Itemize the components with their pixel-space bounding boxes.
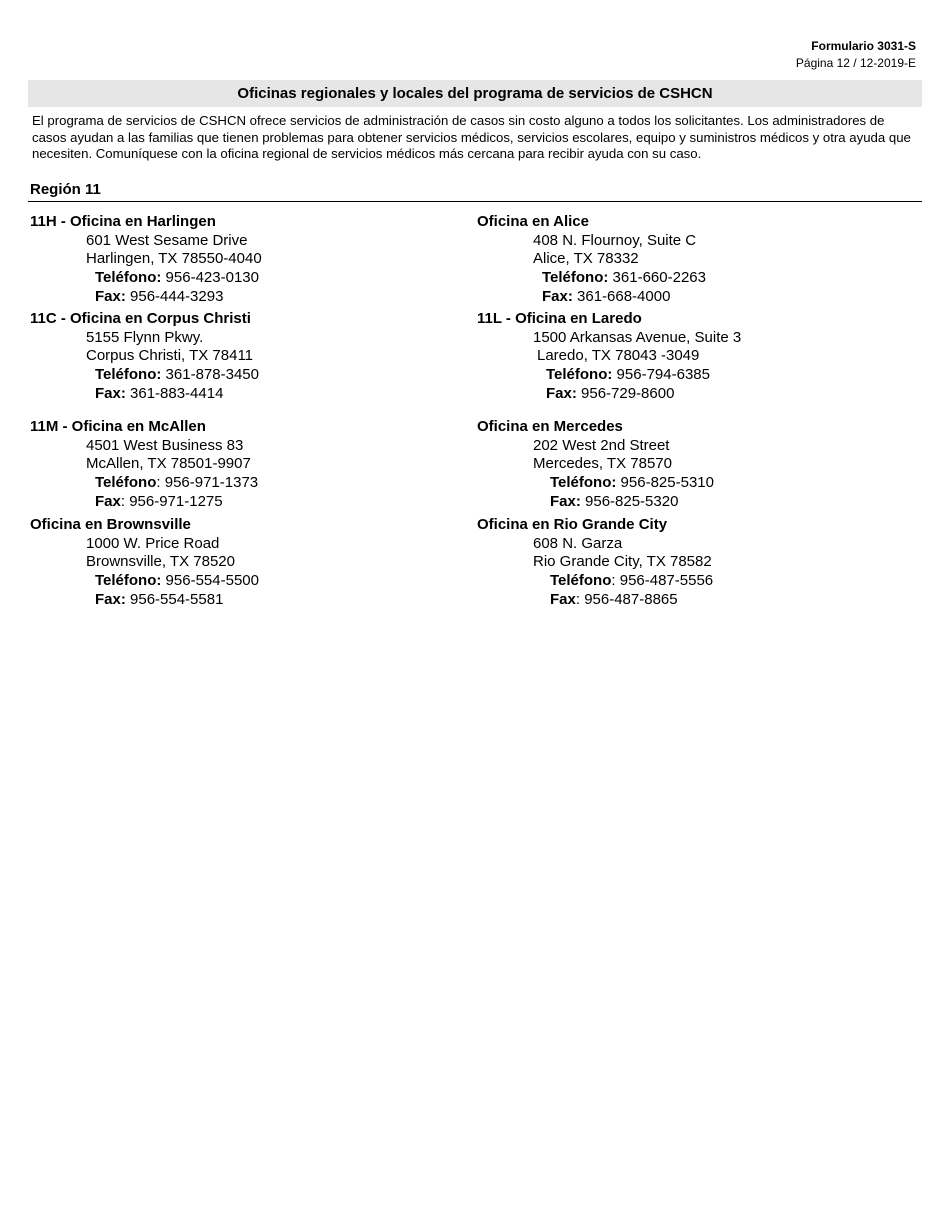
office-phone: Teléfono: 956-825-5310 <box>550 474 714 492</box>
office-address-line: 5155 Flynn Pkwy. <box>86 328 204 346</box>
office-name: 11C - Oficina en Corpus Christi <box>30 310 251 327</box>
office-laredo <box>477 310 741 404</box>
office-city-line: Laredo, TX 78043 -3049 <box>537 347 700 365</box>
office-fax: Fax: 956-729-8600 <box>546 384 675 402</box>
office-city-line: Rio Grande City, TX 78582 <box>533 553 712 571</box>
office-fax: Fax: 956-444-3293 <box>95 287 224 305</box>
office-city-line: Brownsville, TX 78520 <box>86 553 235 571</box>
intro-paragraph: El programa de servicios de CSHCN ofrece servicios de administración de casos sin costo alguno a todos los solicitantes. Los administradores de casos ayudan a las familias que tienen problemas para obtener servicios médicos, servicios escolares, equipo y suministros médicos y otra ayuda que necesiten. Comuníquese con la oficina regional de servicios médicos más cercana para recibir ayuda con su caso. <box>32 113 911 161</box>
divider <box>28 201 922 202</box>
office-name: Oficina en Alice <box>477 213 589 230</box>
office-phone: Teléfono: 956-794-6385 <box>546 366 710 384</box>
form-id: Formulario 3031-S <box>811 39 916 53</box>
office-name: Oficina en Brownsville <box>30 516 191 533</box>
office-name: 11L - Oficina en Laredo <box>477 310 642 327</box>
office-address-line: 1000 W. Price Road <box>86 534 220 552</box>
office-address-line: 4501 West Business 83 <box>86 436 244 454</box>
office-phone: Teléfono: 956-423-0130 <box>95 269 259 287</box>
region-heading: Región 11 <box>30 181 101 198</box>
office-address-line: 408 N. Flournoy, Suite C <box>533 231 697 249</box>
office-fax: Fax: 956-554-5581 <box>95 590 224 608</box>
office-phone: Teléfono: 361-660-2263 <box>542 269 706 287</box>
office-address-line: 1500 Arkansas Avenue, Suite 3 <box>533 328 742 346</box>
office-address-line: 608 N. Garza <box>533 534 623 552</box>
office-phone: Teléfono: 956-487-5556 <box>550 572 714 590</box>
office-city-line: Corpus Christi, TX 78411 <box>86 347 254 365</box>
office-city-line: Harlingen, TX 78550-4040 <box>86 250 262 268</box>
office-brownsville <box>30 516 259 610</box>
office-city-line: McAllen, TX 78501-9907 <box>86 455 251 473</box>
office-fax: Fax: 361-883-4414 <box>95 384 224 402</box>
office-city-line: Mercedes, TX 78570 <box>533 455 672 473</box>
office-fax: Fax: 361-668-4000 <box>542 287 671 305</box>
office-fax: Fax: 956-487-8865 <box>550 590 678 608</box>
page-title: Oficinas regionales y locales del programa de servicios de CSHCN <box>28 80 922 107</box>
page-info: Página 12 / 12-2019-E <box>795 56 916 70</box>
office-mercedes <box>477 418 714 512</box>
office-harlingen <box>30 213 262 307</box>
office-name: Oficina en Mercedes <box>477 418 623 435</box>
office-fax: Fax: 956-971-1275 <box>95 492 223 510</box>
office-fax: Fax: 956-825-5320 <box>550 492 679 510</box>
office-phone: Teléfono: 361-878-3450 <box>95 366 259 384</box>
office-name: Oficina en Rio Grande City <box>477 516 668 533</box>
office-corpus-christi <box>30 310 259 404</box>
office-address-line: 202 West 2nd Street <box>533 436 670 454</box>
office-rio-grande-city <box>477 516 713 610</box>
office-alice <box>477 213 706 307</box>
office-mcallen <box>30 418 258 512</box>
office-address-line: 601 West Sesame Drive <box>86 231 248 249</box>
office-city-line: Alice, TX 78332 <box>533 250 639 268</box>
office-name: 11H - Oficina en Harlingen <box>30 213 216 230</box>
office-phone: Teléfono: 956-554-5500 <box>95 572 259 590</box>
office-name: 11M - Oficina en McAllen <box>30 418 206 435</box>
office-phone: Teléfono: 956-971-1373 <box>95 474 259 492</box>
